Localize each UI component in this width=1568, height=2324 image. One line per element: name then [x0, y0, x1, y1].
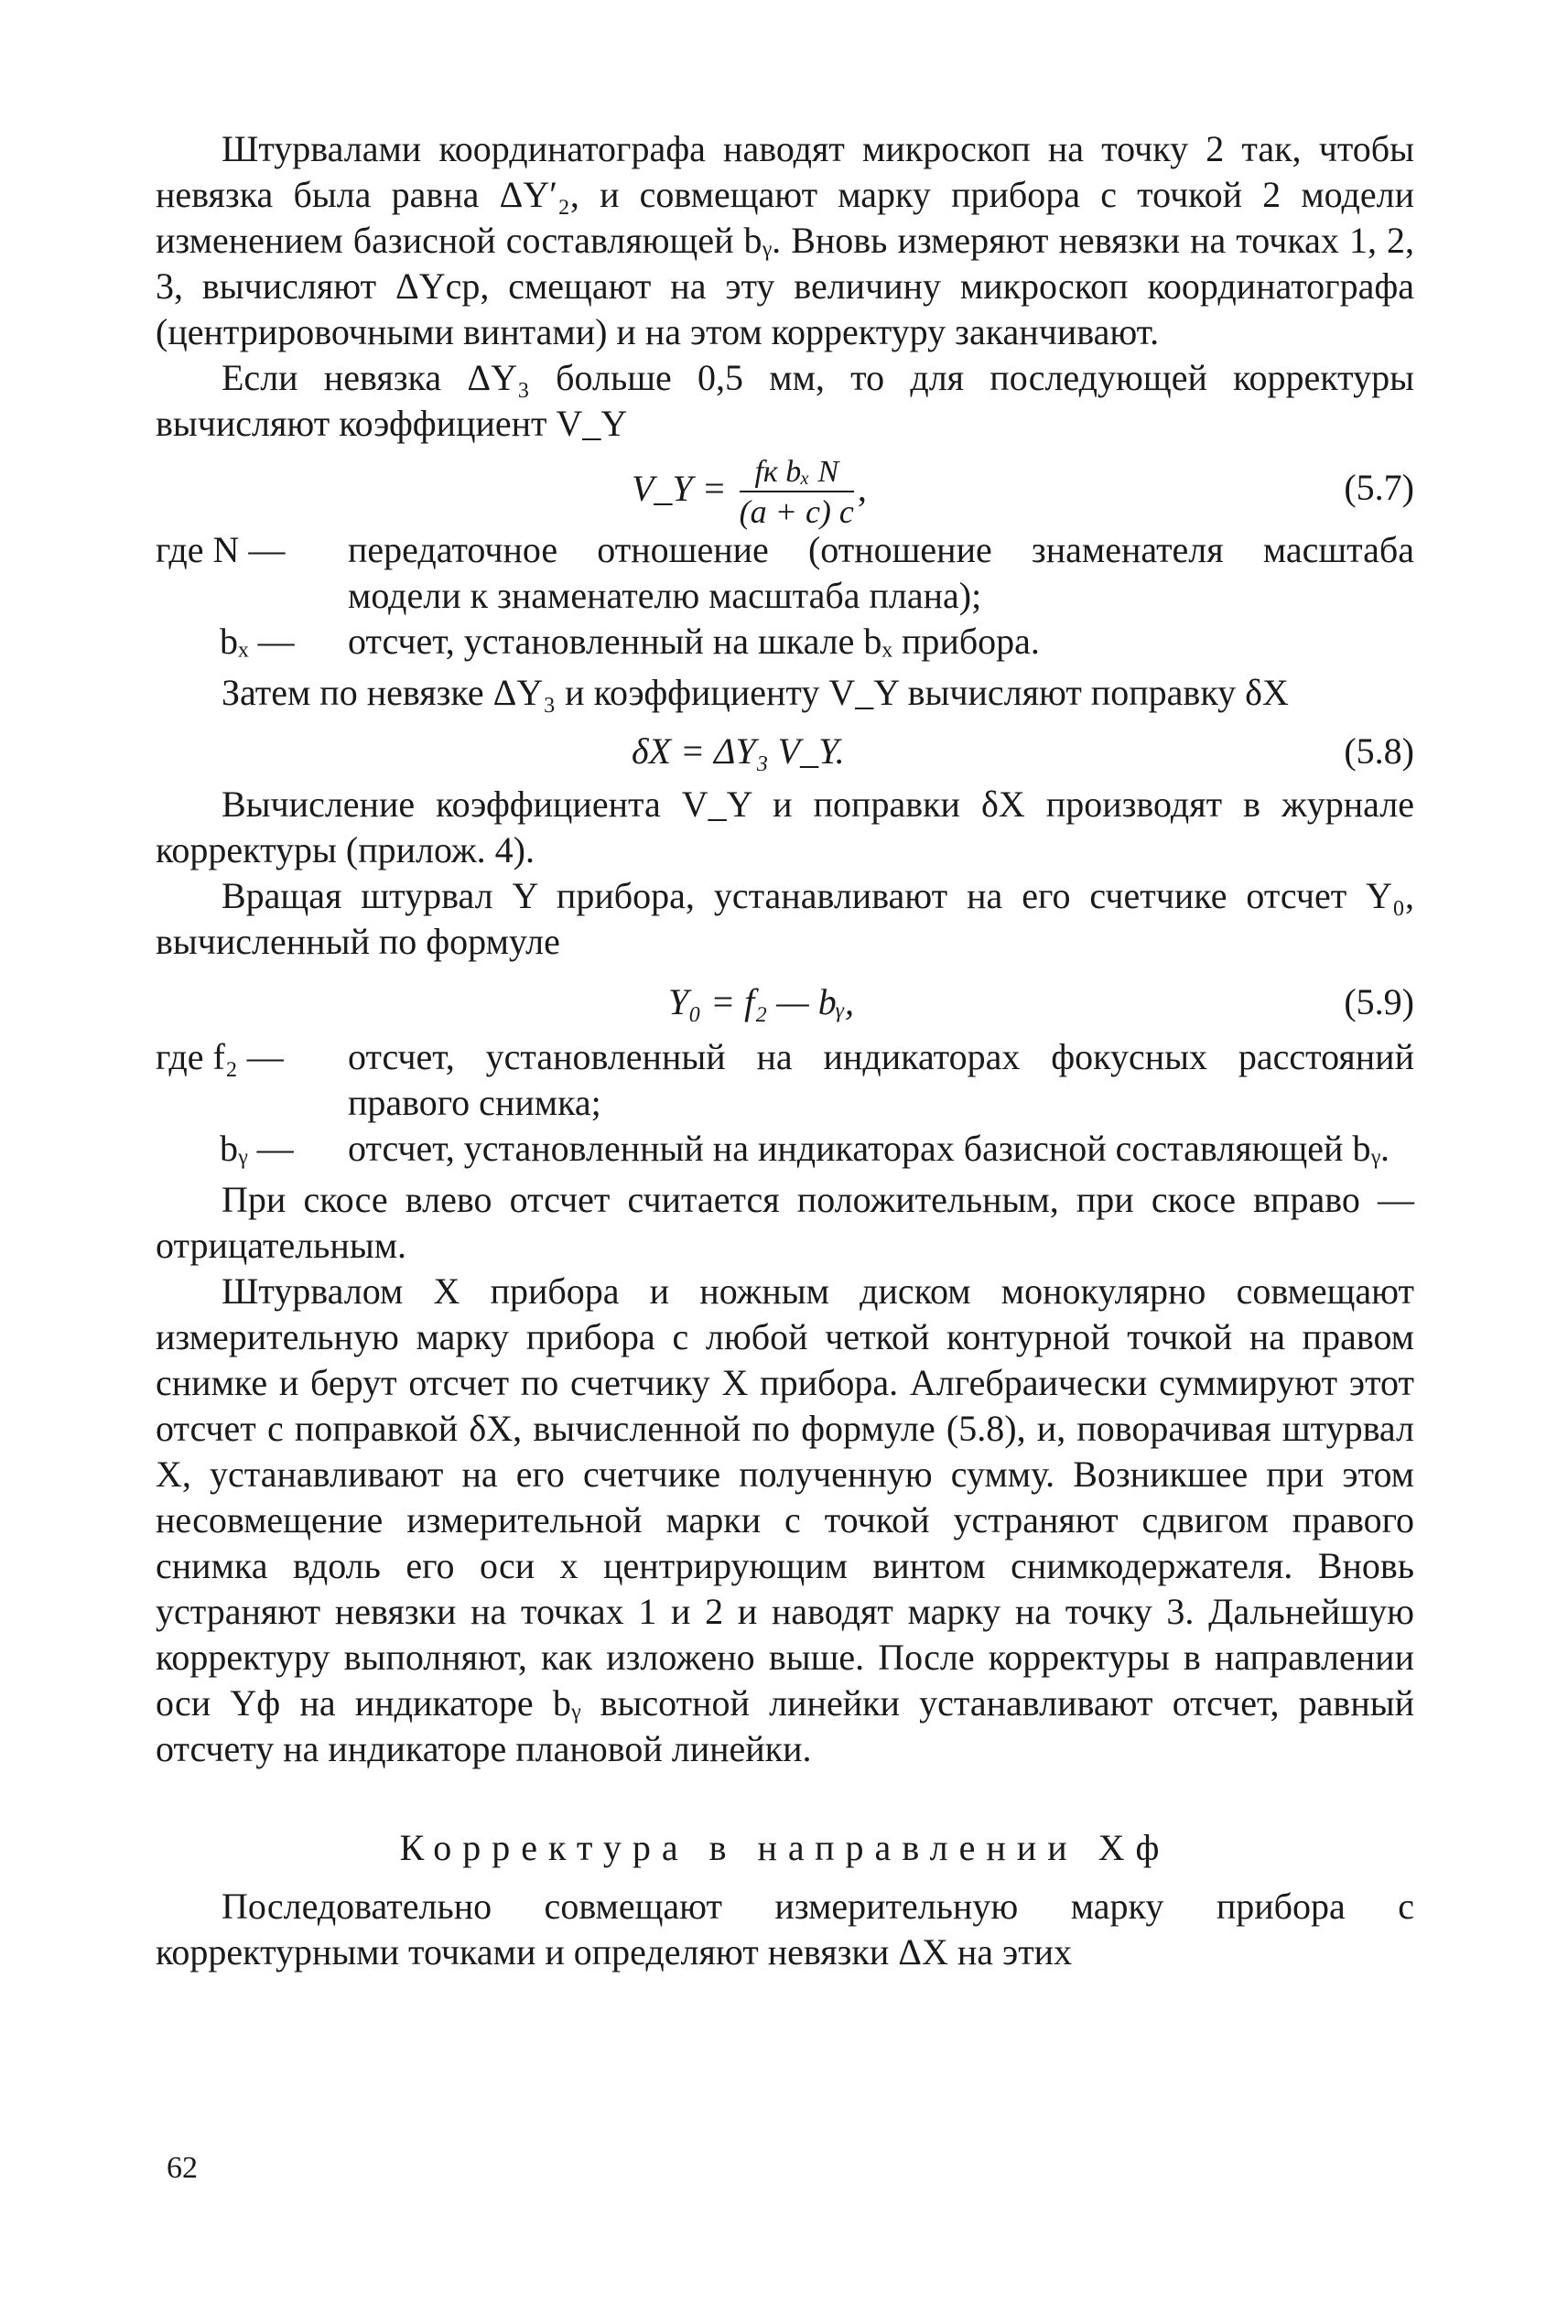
- formula-5-8: [156, 723, 1414, 774]
- definition-n-text: передаточное отношение (отношение знаменателя масштаба модели к знаменателю масштаба плана);: [348, 529, 1414, 616]
- paragraph-3: Затем по невязке ΔY₃ и коэффициенту V_Y вычисляют поправку δX: [222, 672, 1289, 713]
- definition-n-lead: где N —: [156, 529, 286, 570]
- definition-f2-lead: где f₂ —: [156, 1036, 284, 1077]
- formula-5-7-fraction: [740, 454, 854, 531]
- definition-n: [156, 527, 1414, 619]
- paragraph-4: Вычисление коэффициента V_Y и поправки δX производят в журнале корректуры (прилож. 4).: [156, 784, 1414, 870]
- paragraph-8: Последовательно совмещают измерительную марку прибора с корректурными точками и определяют невязки ΔX на этих: [156, 1886, 1414, 1973]
- formula-5-7-numerator: fк bₓ N: [740, 454, 854, 492]
- page-number: 62: [167, 2151, 198, 2185]
- formula-5-8-number: (5.8): [1344, 730, 1414, 772]
- formula-5-8-body: δX = ΔY₃ V_Y.: [632, 730, 845, 772]
- paragraph-6: При скосе влево отсчет считается положительным, при скосе вправо — отрицательным.: [156, 1179, 1414, 1266]
- section-heading: Корректура в направлении Xф: [399, 1827, 1171, 1868]
- formula-5-7-lhs: V_Y =: [632, 468, 727, 510]
- formula-5-9: [156, 972, 1414, 1027]
- paragraph-2: Если невязка ΔY₃ больше 0,5 мм, то для последующей корректуры вычисляют коэффициент V_Y: [156, 357, 1414, 444]
- page-body: [156, 126, 1414, 1975]
- formula-5-7-denominator: (a + c) c: [739, 493, 854, 530]
- definition-f2-text: отсчет, установленный на индикаторах фокусных расстояний правого снимка;: [348, 1036, 1414, 1123]
- formula-5-7: [156, 454, 1414, 530]
- formula-5-7-tail: ,: [857, 468, 867, 510]
- definition-by-text: отсчет, установленный на индикаторах базисной составляющей bᵧ.: [348, 1128, 1390, 1169]
- definition-bx: [156, 619, 1414, 665]
- formula-5-9-body: Y₀ = f₂ — bᵧ,: [668, 981, 854, 1022]
- definition-bx-lead: bₓ —: [220, 621, 295, 662]
- definition-by: [156, 1126, 1414, 1172]
- definition-by-lead: bᵧ —: [220, 1128, 294, 1169]
- paragraph-7: Штурвалом X прибора и ножным диском монокулярно совмещают измерительную марку прибора с любой четкой контурной точкой на правом снимке и берут отсчет по счетчику X прибора. Алгебраически суммируют этот отсчет с поправкой δX, вычисленной по формуле (5.8), и, поворачивая штурвал X, устанавливают на его счетчике полученную сумму. Возникшее при этом несовмещение измерительной марки с точкой устраняют сдвигом правого снимка вдоль его оси x центрирующим винтом снимкодержателя. Вновь устраняют невязки на точках 1 и 2 и наводят марку на точку 3. Дальнейшую корректуру выполняют, как изложено выше. После корректуры в направлении оси Yф на индикаторе bᵧ высотной линейки устанавливают отсчет, равный отсчету на индикаторе плановой линейки.: [156, 1270, 1414, 1769]
- definition-f2: [156, 1034, 1414, 1126]
- paragraph-5: Вращая штурвал Y прибора, устанавливают на его счетчике отсчет Y₀, вычисленный по формуле: [156, 875, 1414, 962]
- formula-5-7-number: (5.7): [1344, 467, 1414, 508]
- formula-5-9-number: (5.9): [1344, 981, 1414, 1022]
- definition-bx-text: отсчет, установленный на шкале bₓ прибора.: [348, 621, 1040, 662]
- paragraph-1: Штурвалами координатографа наводят микроскоп на точку 2 так, чтобы невязка была равна ΔY′₂, и совмещают марку прибора с точкой 2 модели изменением базисной составляющей bᵧ. Вновь измеряют невязки на точках 1, 2, 3, вычисляют ΔYср, смещают на эту величину микроскоп координатографа (центрировочными винтами) и на этом корректуру заканчивают.: [156, 128, 1414, 352]
